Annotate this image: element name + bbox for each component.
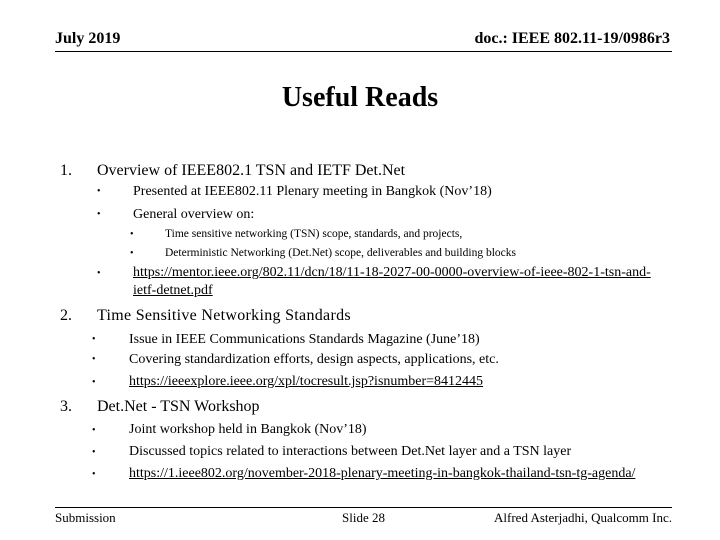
- sub-list-item: Deterministic Networking (Det.Net) scope, deliverables and building blocks: [165, 247, 516, 259]
- header-rule: [55, 51, 672, 52]
- footer-rule: [55, 507, 672, 508]
- list-item: General overview on:: [133, 207, 255, 222]
- bullet-icon: •: [97, 268, 101, 279]
- header-doc-id: doc.: IEEE 802.11-19/0986r3: [474, 30, 670, 47]
- mentor-link-continued[interactable]: ietf-detnet.pdf: [133, 283, 213, 298]
- bullet-icon: •: [130, 248, 134, 259]
- bullet-icon: •: [92, 447, 96, 458]
- list-item: Presented at IEEE802.11 Plenary meeting in Bangkok (Nov’18): [133, 184, 492, 199]
- bullet-icon: •: [92, 425, 96, 436]
- ieeexplore-link[interactable]: https://ieeexplore.ieee.org/xpl/tocresult.jsp?isnumber=8412445: [129, 374, 484, 389]
- list-item: Discussed topics related to interactions between Det.Net layer and a TSN layer: [129, 444, 572, 459]
- bullet-icon: •: [92, 469, 96, 480]
- mentor-link[interactable]: https://mentor.ieee.org/802.11/dcn/18/11-18-2027-00-0000-overview-of-ieee-802-1-tsn-and-: [133, 265, 651, 280]
- bullet-icon: •: [92, 377, 96, 388]
- bullet-icon: •: [92, 354, 96, 365]
- list-item: Issue in IEEE Communications Standards Magazine (June’18): [129, 332, 480, 347]
- section-1-number: 1.: [60, 162, 72, 179]
- section-2-heading: Time Sensitive Networking Standards: [97, 307, 351, 324]
- section-2-number: 2.: [60, 307, 72, 324]
- section-1-heading: Overview of IEEE802.1 TSN and IETF Det.Net: [97, 162, 406, 179]
- footer-submission: Submission: [55, 510, 116, 525]
- bullet-icon: •: [92, 334, 96, 345]
- header-date: July 2019: [55, 30, 121, 47]
- sub-list-item: Time sensitive networking (TSN) scope, standards, and projects,: [165, 228, 463, 240]
- workshop-link[interactable]: https://1.ieee802.org/november-2018-plenary-meeting-in-bangkok-thailand-tsn-tg-agenda/: [129, 466, 636, 481]
- bullet-icon: •: [130, 229, 134, 240]
- section-3-number: 3.: [60, 398, 72, 415]
- footer-slide-number: Slide 28: [342, 510, 385, 525]
- bullet-icon: •: [97, 186, 101, 197]
- footer-author: Alfred Asterjadhi, Qualcomm Inc.: [494, 510, 672, 525]
- section-3-heading: Det.Net - TSN Workshop: [97, 398, 260, 415]
- bullet-icon: •: [97, 209, 101, 220]
- list-item: Covering standardization efforts, design aspects, applications, etc.: [129, 352, 499, 367]
- list-item: Joint workshop held in Bangkok (Nov’18): [129, 422, 367, 437]
- slide-title: Useful Reads: [281, 82, 439, 113]
